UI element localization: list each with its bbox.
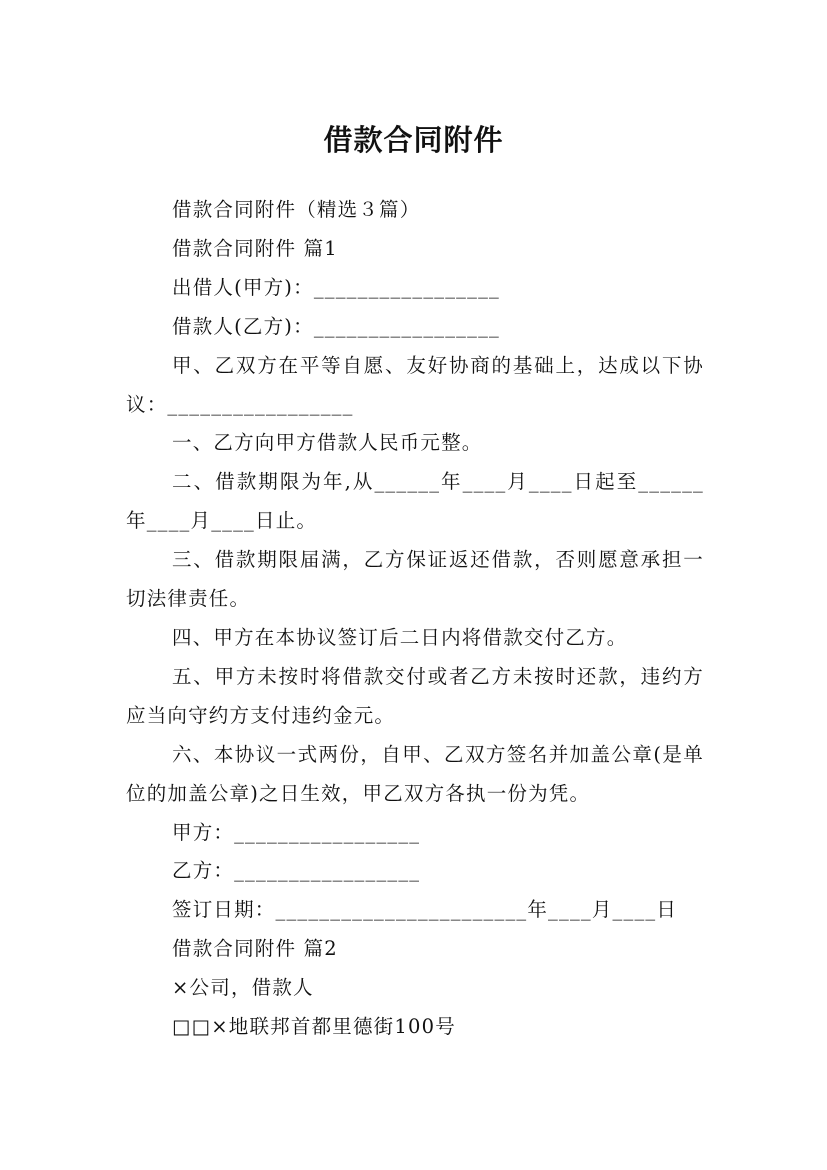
section-heading-2: 借款合同附件 篇2 (172, 937, 338, 961)
section-heading-1: 借款合同附件 篇1 (172, 236, 338, 260)
clause-1: 一、乙方向甲方借款人民币元整。 (172, 431, 483, 455)
lender-field: 出借人(甲方)：_________________ (172, 275, 500, 299)
document-title: 借款合同附件 (323, 123, 504, 158)
clause-6: 六、本协议一式两份，自甲、乙双方签名并加盖公章(是单位的加盖公章)之日生效，甲乙双方各执一份为凭。 (126, 742, 704, 805)
party-b-signature: 乙方：_________________ (172, 859, 421, 883)
address-line: □□×地联邦首都里德街100号 (172, 1015, 456, 1039)
clause-3: 三、借款期限届满，乙方保证返还借款，否则愿意承担一切法律责任。 (126, 548, 704, 611)
clause-2: 二、借款期限为年,从______年____月____日起至______年____月____日止。 (126, 470, 704, 533)
clause-4: 四、甲方在本协议签订后二日内将借款交付乙方。 (172, 625, 628, 649)
party-a-signature: 甲方：_________________ (172, 820, 421, 844)
agreement-preamble: 甲、乙双方在平等自愿、友好协商的基础上，达成以下协议：_________________ (126, 353, 704, 416)
document-body (126, 191, 704, 1047)
borrower-field: 借款人(乙方)：_________________ (172, 314, 500, 338)
company-line: ×公司，借款人 (172, 976, 314, 1000)
clause-5: 五、甲方未按时将借款交付或者乙方未按时还款，违约方应当向守约方支付违约金元。 (126, 664, 704, 727)
paragraph-intro-heading: 借款合同附件（精选３篇） (172, 198, 421, 221)
signing-date: 签订日期：_______________________年____月____日 (172, 898, 678, 922)
